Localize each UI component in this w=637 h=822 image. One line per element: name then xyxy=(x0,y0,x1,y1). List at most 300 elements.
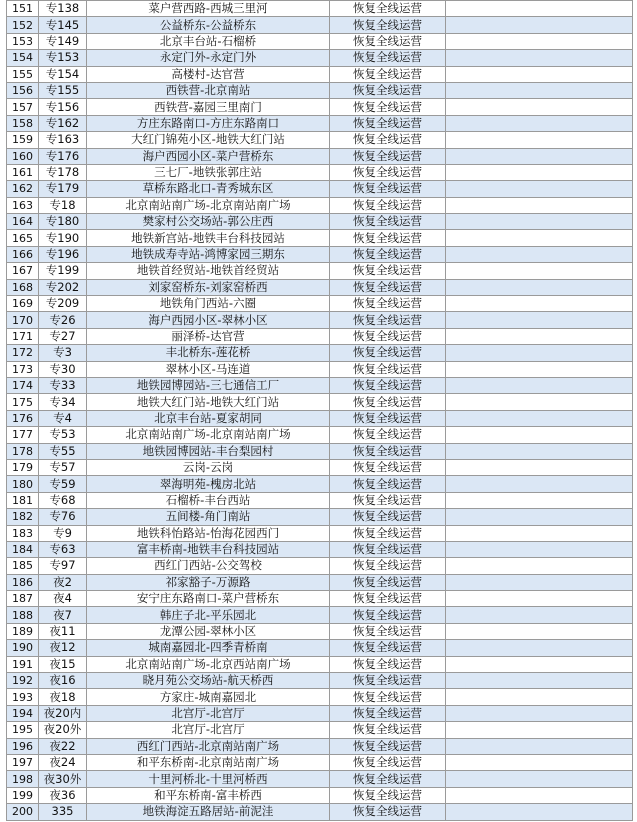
empty-cell xyxy=(446,377,633,393)
route-number-cell: 专190 xyxy=(39,230,87,246)
operation-status-cell: 恢复全线运营 xyxy=(330,345,446,361)
row-number-cell: 174 xyxy=(7,377,39,393)
route-name-cell: 北京南站南广场-北京南站南广场 xyxy=(87,197,330,213)
route-name-cell: 北京南站南广场-北京西站南广场 xyxy=(87,656,330,672)
table-row xyxy=(7,476,633,492)
row-number-cell: 178 xyxy=(7,443,39,459)
empty-cell xyxy=(446,459,633,475)
operation-status-cell: 恢复全线运营 xyxy=(330,525,446,541)
row-number-cell: 188 xyxy=(7,607,39,623)
route-name-cell: 海户西园小区-菜户营桥东 xyxy=(87,148,330,164)
route-number-cell: 专30 xyxy=(39,361,87,377)
table-row xyxy=(7,689,633,705)
row-number-cell: 196 xyxy=(7,738,39,754)
route-name-cell: 翠海明苑-槐房北站 xyxy=(87,476,330,492)
route-name-cell: 海户西园小区-翠林小区 xyxy=(87,312,330,328)
route-number-cell: 专9 xyxy=(39,525,87,541)
row-number-cell: 161 xyxy=(7,164,39,180)
table-row xyxy=(7,623,633,639)
empty-cell xyxy=(446,296,633,312)
row-number-cell: 179 xyxy=(7,459,39,475)
operation-status-cell: 恢复全线运营 xyxy=(330,377,446,393)
empty-cell xyxy=(446,164,633,180)
empty-cell xyxy=(446,443,633,459)
route-name-cell: 地铁首经贸站-地铁首经贸站 xyxy=(87,263,330,279)
row-number-cell: 166 xyxy=(7,246,39,262)
empty-cell xyxy=(446,66,633,82)
route-number-cell: 专18 xyxy=(39,197,87,213)
row-number-cell: 193 xyxy=(7,689,39,705)
route-number-cell: 夜30外 xyxy=(39,771,87,787)
empty-cell xyxy=(446,1,633,17)
empty-cell xyxy=(446,99,633,115)
route-name-cell: 方庄东路南口-方庄东路南口 xyxy=(87,115,330,131)
table-row xyxy=(7,82,633,98)
empty-cell xyxy=(446,263,633,279)
row-number-cell: 175 xyxy=(7,394,39,410)
row-number-cell: 184 xyxy=(7,541,39,557)
empty-cell xyxy=(446,591,633,607)
route-name-cell: 大红门锦苑小区-地铁大红门站 xyxy=(87,132,330,148)
row-number-cell: 167 xyxy=(7,263,39,279)
empty-cell xyxy=(446,230,633,246)
empty-cell xyxy=(446,181,633,197)
table-row xyxy=(7,673,633,689)
route-number-cell: 专153 xyxy=(39,50,87,66)
route-number-cell: 专156 xyxy=(39,99,87,115)
route-number-cell: 专145 xyxy=(39,17,87,33)
table-row xyxy=(7,33,633,49)
row-number-cell: 194 xyxy=(7,705,39,721)
empty-cell xyxy=(446,17,633,33)
route-name-cell: 石榴桥-丰台西站 xyxy=(87,492,330,508)
operation-status-cell: 恢复全线运营 xyxy=(330,705,446,721)
table-row xyxy=(7,705,633,721)
operation-status-cell: 恢复全线运营 xyxy=(330,738,446,754)
route-number-cell: 专199 xyxy=(39,263,87,279)
operation-status-cell: 恢复全线运营 xyxy=(330,1,446,17)
table-row xyxy=(7,558,633,574)
route-number-cell: 夜20外 xyxy=(39,722,87,738)
route-number-cell: 专26 xyxy=(39,312,87,328)
empty-cell xyxy=(446,82,633,98)
operation-status-cell: 恢复全线运营 xyxy=(330,574,446,590)
operation-status-cell: 恢复全线运营 xyxy=(330,509,446,525)
empty-cell xyxy=(446,312,633,328)
route-name-cell: 地铁新宫站-地铁丰台科技园站 xyxy=(87,230,330,246)
table-row xyxy=(7,181,633,197)
table-row xyxy=(7,591,633,607)
route-name-cell: 地铁科怡路站-怡海花园西门 xyxy=(87,525,330,541)
route-number-cell: 专138 xyxy=(39,1,87,17)
operation-status-cell: 恢复全线运营 xyxy=(330,132,446,148)
row-number-cell: 187 xyxy=(7,591,39,607)
route-number-cell: 夜4 xyxy=(39,591,87,607)
empty-cell xyxy=(446,509,633,525)
row-number-cell: 181 xyxy=(7,492,39,508)
row-number-cell: 195 xyxy=(7,722,39,738)
empty-cell xyxy=(446,361,633,377)
table-row xyxy=(7,640,633,656)
empty-cell xyxy=(446,476,633,492)
route-name-cell: 和平东桥南-北京南站南广场 xyxy=(87,754,330,770)
operation-status-cell: 恢复全线运营 xyxy=(330,541,446,557)
route-number-cell: 专180 xyxy=(39,214,87,230)
row-number-cell: 192 xyxy=(7,673,39,689)
operation-status-cell: 恢复全线运营 xyxy=(330,279,446,295)
empty-cell xyxy=(446,345,633,361)
operation-status-cell: 恢复全线运营 xyxy=(330,296,446,312)
table-row xyxy=(7,148,633,164)
table-row xyxy=(7,787,633,803)
table-row xyxy=(7,328,633,344)
route-number-cell: 专63 xyxy=(39,541,87,557)
row-number-cell: 152 xyxy=(7,17,39,33)
empty-cell xyxy=(446,771,633,787)
route-number-cell: 专209 xyxy=(39,296,87,312)
empty-cell xyxy=(446,558,633,574)
route-number-cell: 专34 xyxy=(39,394,87,410)
operation-status-cell: 恢复全线运营 xyxy=(330,771,446,787)
operation-status-cell: 恢复全线运营 xyxy=(330,558,446,574)
operation-status-cell: 恢复全线运营 xyxy=(330,640,446,656)
route-number-cell: 夜15 xyxy=(39,656,87,672)
route-name-cell: 北宫厅-北宫厅 xyxy=(87,705,330,721)
route-number-cell: 专97 xyxy=(39,558,87,574)
route-name-cell: 永定门外-永定门外 xyxy=(87,50,330,66)
table-row xyxy=(7,164,633,180)
route-name-cell: 方家庄-城南嘉园北 xyxy=(87,689,330,705)
operation-status-cell: 恢复全线运营 xyxy=(330,99,446,115)
operation-status-cell: 恢复全线运营 xyxy=(330,443,446,459)
route-status-table xyxy=(6,0,633,821)
empty-cell xyxy=(446,656,633,672)
empty-cell xyxy=(446,623,633,639)
route-name-cell: 五间楼-角门南站 xyxy=(87,509,330,525)
table-row xyxy=(7,132,633,148)
table-row xyxy=(7,509,633,525)
route-name-cell: 西铁营-嘉园三里南门 xyxy=(87,99,330,115)
operation-status-cell: 恢复全线运营 xyxy=(330,214,446,230)
row-number-cell: 186 xyxy=(7,574,39,590)
operation-status-cell: 恢复全线运营 xyxy=(330,607,446,623)
route-number-cell: 专57 xyxy=(39,459,87,475)
row-number-cell: 200 xyxy=(7,804,39,820)
row-number-cell: 191 xyxy=(7,656,39,672)
row-number-cell: 151 xyxy=(7,1,39,17)
empty-cell xyxy=(446,427,633,443)
row-number-cell: 183 xyxy=(7,525,39,541)
table-row xyxy=(7,263,633,279)
route-name-cell: 和平东桥南-富丰桥西 xyxy=(87,787,330,803)
table-row xyxy=(7,66,633,82)
route-name-cell: 西红门西站-公交驾校 xyxy=(87,558,330,574)
row-number-cell: 153 xyxy=(7,33,39,49)
route-number-cell: 夜11 xyxy=(39,623,87,639)
row-number-cell: 172 xyxy=(7,345,39,361)
table-row xyxy=(7,410,633,426)
empty-cell xyxy=(446,148,633,164)
route-name-cell: 北京南站南广场-北京南站南广场 xyxy=(87,427,330,443)
row-number-cell: 173 xyxy=(7,361,39,377)
route-name-cell: 云岗-云岗 xyxy=(87,459,330,475)
empty-cell xyxy=(446,410,633,426)
row-number-cell: 197 xyxy=(7,754,39,770)
row-number-cell: 190 xyxy=(7,640,39,656)
route-number-cell: 专3 xyxy=(39,345,87,361)
operation-status-cell: 恢复全线运营 xyxy=(330,328,446,344)
route-name-cell: 西铁营-北京南站 xyxy=(87,82,330,98)
operation-status-cell: 恢复全线运营 xyxy=(330,361,446,377)
operation-status-cell: 恢复全线运营 xyxy=(330,164,446,180)
route-number-cell: 专178 xyxy=(39,164,87,180)
route-name-cell: 丰北桥东-莲花桥 xyxy=(87,345,330,361)
route-number-cell: 专154 xyxy=(39,66,87,82)
route-name-cell: 北京丰台站-石榴桥 xyxy=(87,33,330,49)
route-number-cell: 专76 xyxy=(39,509,87,525)
route-number-cell: 专55 xyxy=(39,443,87,459)
empty-cell xyxy=(446,246,633,262)
table-row xyxy=(7,214,633,230)
route-name-cell: 丽泽桥-达官营 xyxy=(87,328,330,344)
operation-status-cell: 恢复全线运营 xyxy=(330,230,446,246)
table-row xyxy=(7,394,633,410)
row-number-cell: 164 xyxy=(7,214,39,230)
operation-status-cell: 恢复全线运营 xyxy=(330,246,446,262)
route-name-cell: 三七厂-地铁张郭庄站 xyxy=(87,164,330,180)
row-number-cell: 157 xyxy=(7,99,39,115)
route-name-cell: 地铁园博园站-丰台梨园村 xyxy=(87,443,330,459)
route-number-cell: 专176 xyxy=(39,148,87,164)
operation-status-cell: 恢复全线运营 xyxy=(330,17,446,33)
route-name-cell: 北宫厅-北宫厅 xyxy=(87,722,330,738)
route-number-cell: 专202 xyxy=(39,279,87,295)
row-number-cell: 159 xyxy=(7,132,39,148)
operation-status-cell: 恢复全线运营 xyxy=(330,623,446,639)
route-number-cell: 夜16 xyxy=(39,673,87,689)
empty-cell xyxy=(446,214,633,230)
route-name-cell: 十里河桥北-十里河桥西 xyxy=(87,771,330,787)
route-name-cell: 地铁园博园站-三七通信工厂 xyxy=(87,377,330,393)
table-row xyxy=(7,296,633,312)
operation-status-cell: 恢复全线运营 xyxy=(330,115,446,131)
route-number-cell: 夜24 xyxy=(39,754,87,770)
route-name-cell: 龙潭公园-翠林小区 xyxy=(87,623,330,639)
operation-status-cell: 恢复全线运营 xyxy=(330,787,446,803)
route-name-cell: 地铁大红门站-地铁大红门站 xyxy=(87,394,330,410)
route-name-cell: 西红门西站-北京南站南广场 xyxy=(87,738,330,754)
operation-status-cell: 恢复全线运营 xyxy=(330,312,446,328)
empty-cell xyxy=(446,279,633,295)
operation-status-cell: 恢复全线运营 xyxy=(330,754,446,770)
table-row xyxy=(7,361,633,377)
operation-status-cell: 恢复全线运营 xyxy=(330,197,446,213)
operation-status-cell: 恢复全线运营 xyxy=(330,722,446,738)
route-name-cell: 城南嘉园北-四季青桥南 xyxy=(87,640,330,656)
table-row xyxy=(7,279,633,295)
row-number-cell: 160 xyxy=(7,148,39,164)
empty-cell xyxy=(446,574,633,590)
operation-status-cell: 恢复全线运营 xyxy=(330,427,446,443)
empty-cell xyxy=(446,525,633,541)
operation-status-cell: 恢复全线运营 xyxy=(330,33,446,49)
empty-cell xyxy=(446,738,633,754)
table-row xyxy=(7,754,633,770)
empty-cell xyxy=(446,640,633,656)
table-row xyxy=(7,1,633,17)
table-row xyxy=(7,345,633,361)
operation-status-cell: 恢复全线运营 xyxy=(330,673,446,689)
table-body xyxy=(7,1,633,821)
empty-cell xyxy=(446,115,633,131)
route-name-cell: 祁家豁子-万源路 xyxy=(87,574,330,590)
table-row xyxy=(7,804,633,820)
route-number-cell: 夜36 xyxy=(39,787,87,803)
empty-cell xyxy=(446,673,633,689)
table-row xyxy=(7,17,633,33)
table-row xyxy=(7,722,633,738)
route-number-cell: 专59 xyxy=(39,476,87,492)
table-row xyxy=(7,99,633,115)
operation-status-cell: 恢复全线运营 xyxy=(330,689,446,705)
table-row xyxy=(7,492,633,508)
route-name-cell: 草桥东路北口-青秀城东区 xyxy=(87,181,330,197)
route-number-cell: 夜7 xyxy=(39,607,87,623)
route-name-cell: 韩庄子北-平乐园北 xyxy=(87,607,330,623)
operation-status-cell: 恢复全线运营 xyxy=(330,148,446,164)
route-number-cell: 专196 xyxy=(39,246,87,262)
operation-status-cell: 恢复全线运营 xyxy=(330,476,446,492)
route-number-cell: 专162 xyxy=(39,115,87,131)
route-number-cell: 夜2 xyxy=(39,574,87,590)
route-number-cell: 专149 xyxy=(39,33,87,49)
row-number-cell: 182 xyxy=(7,509,39,525)
route-name-cell: 菜户营西路-西城三里河 xyxy=(87,1,330,17)
empty-cell xyxy=(446,328,633,344)
empty-cell xyxy=(446,492,633,508)
table-row xyxy=(7,312,633,328)
route-number-cell: 专4 xyxy=(39,410,87,426)
table-row xyxy=(7,574,633,590)
operation-status-cell: 恢复全线运营 xyxy=(330,591,446,607)
empty-cell xyxy=(446,33,633,49)
empty-cell xyxy=(446,787,633,803)
row-number-cell: 154 xyxy=(7,50,39,66)
row-number-cell: 189 xyxy=(7,623,39,639)
row-number-cell: 158 xyxy=(7,115,39,131)
route-name-cell: 樊家村公交场站-郭公庄西 xyxy=(87,214,330,230)
table-row xyxy=(7,443,633,459)
route-number-cell: 夜18 xyxy=(39,689,87,705)
route-number-cell: 专68 xyxy=(39,492,87,508)
empty-cell xyxy=(446,132,633,148)
operation-status-cell: 恢复全线运营 xyxy=(330,82,446,98)
table-row xyxy=(7,230,633,246)
operation-status-cell: 恢复全线运营 xyxy=(330,181,446,197)
route-number-cell: 335 xyxy=(39,804,87,820)
route-number-cell: 专163 xyxy=(39,132,87,148)
route-number-cell: 夜12 xyxy=(39,640,87,656)
row-number-cell: 170 xyxy=(7,312,39,328)
operation-status-cell: 恢复全线运营 xyxy=(330,66,446,82)
empty-cell xyxy=(446,722,633,738)
operation-status-cell: 恢复全线运营 xyxy=(330,656,446,672)
operation-status-cell: 恢复全线运营 xyxy=(330,50,446,66)
row-number-cell: 165 xyxy=(7,230,39,246)
route-name-cell: 地铁海淀五路居站-前泥洼 xyxy=(87,804,330,820)
operation-status-cell: 恢复全线运营 xyxy=(330,394,446,410)
empty-cell xyxy=(446,607,633,623)
operation-status-cell: 恢复全线运营 xyxy=(330,492,446,508)
empty-cell xyxy=(446,689,633,705)
empty-cell xyxy=(446,197,633,213)
empty-cell xyxy=(446,50,633,66)
route-name-cell: 地铁角门西站-六圈 xyxy=(87,296,330,312)
table-row xyxy=(7,525,633,541)
table-row xyxy=(7,656,633,672)
empty-cell xyxy=(446,541,633,557)
row-number-cell: 162 xyxy=(7,181,39,197)
table-row xyxy=(7,246,633,262)
table-row xyxy=(7,738,633,754)
route-number-cell: 专33 xyxy=(39,377,87,393)
table-row xyxy=(7,541,633,557)
operation-status-cell: 恢复全线运营 xyxy=(330,804,446,820)
route-number-cell: 夜22 xyxy=(39,738,87,754)
row-number-cell: 177 xyxy=(7,427,39,443)
route-number-cell: 夜20内 xyxy=(39,705,87,721)
row-number-cell: 155 xyxy=(7,66,39,82)
empty-cell xyxy=(446,754,633,770)
row-number-cell: 199 xyxy=(7,787,39,803)
route-name-cell: 富丰桥南-地铁丰台科技园站 xyxy=(87,541,330,557)
route-name-cell: 高楼村-达官营 xyxy=(87,66,330,82)
table-row xyxy=(7,607,633,623)
route-name-cell: 晓月苑公交场站-航天桥西 xyxy=(87,673,330,689)
route-name-cell: 安宁庄东路南口-菜户营桥东 xyxy=(87,591,330,607)
operation-status-cell: 恢复全线运营 xyxy=(330,263,446,279)
table-row xyxy=(7,50,633,66)
route-name-cell: 地铁成寿寺站-鸿博家园三期东 xyxy=(87,246,330,262)
empty-cell xyxy=(446,804,633,820)
table-row xyxy=(7,771,633,787)
row-number-cell: 198 xyxy=(7,771,39,787)
route-name-cell: 公益桥东-公益桥东 xyxy=(87,17,330,33)
row-number-cell: 176 xyxy=(7,410,39,426)
row-number-cell: 185 xyxy=(7,558,39,574)
empty-cell xyxy=(446,705,633,721)
row-number-cell: 168 xyxy=(7,279,39,295)
route-name-cell: 刘家窑桥东-刘家窑桥西 xyxy=(87,279,330,295)
route-number-cell: 专179 xyxy=(39,181,87,197)
table-row xyxy=(7,115,633,131)
row-number-cell: 156 xyxy=(7,82,39,98)
row-number-cell: 169 xyxy=(7,296,39,312)
table-row xyxy=(7,459,633,475)
route-number-cell: 专155 xyxy=(39,82,87,98)
route-name-cell: 翠林小区-马连道 xyxy=(87,361,330,377)
operation-status-cell: 恢复全线运营 xyxy=(330,459,446,475)
table-row xyxy=(7,197,633,213)
row-number-cell: 171 xyxy=(7,328,39,344)
route-name-cell: 北京丰台站-夏家胡同 xyxy=(87,410,330,426)
row-number-cell: 163 xyxy=(7,197,39,213)
empty-cell xyxy=(446,394,633,410)
table-row xyxy=(7,377,633,393)
row-number-cell: 180 xyxy=(7,476,39,492)
route-number-cell: 专27 xyxy=(39,328,87,344)
table-row xyxy=(7,427,633,443)
